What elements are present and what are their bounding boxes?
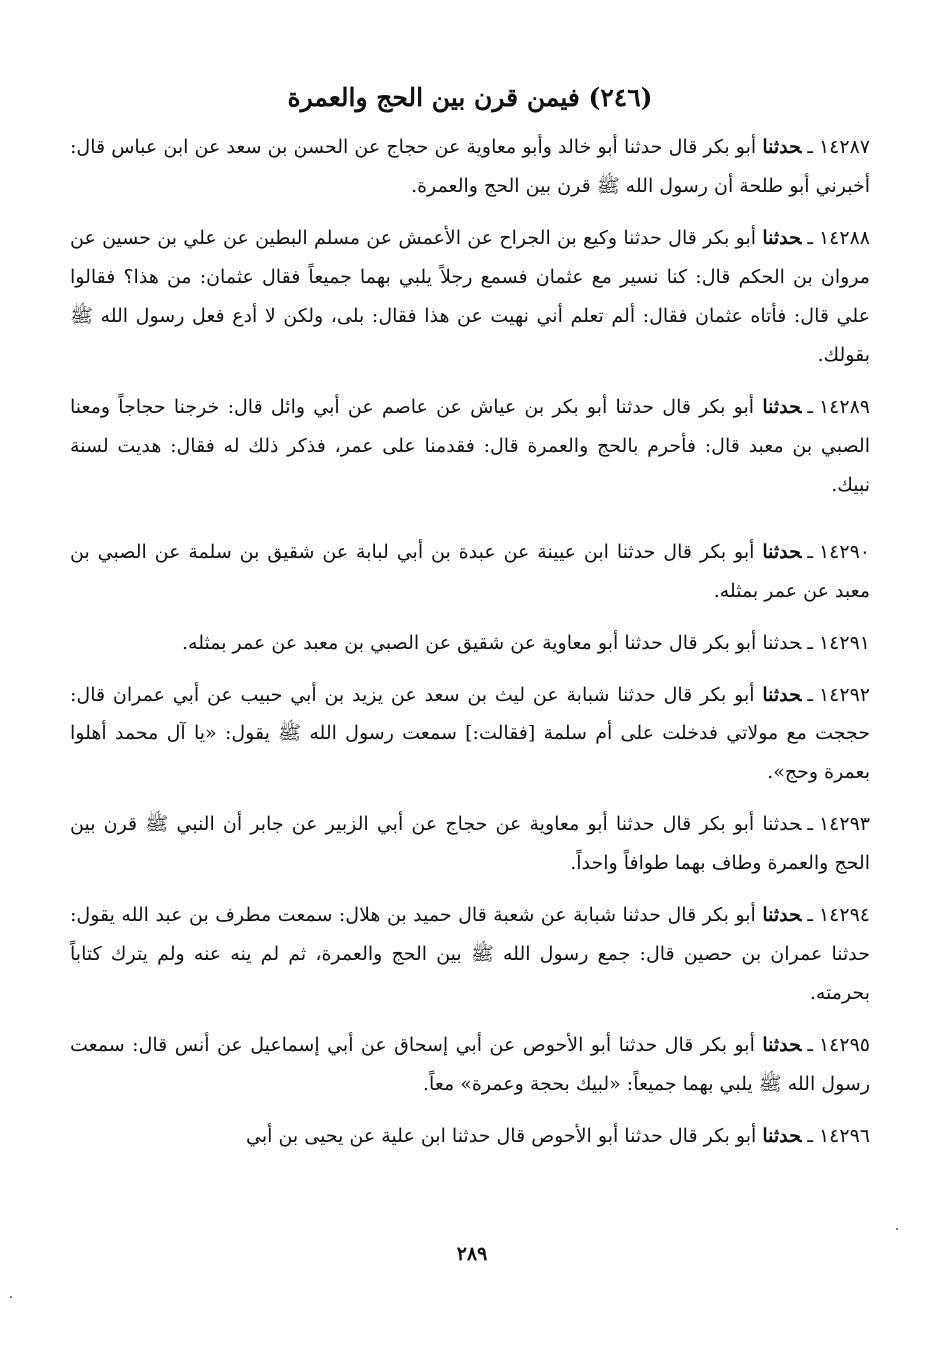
hadith-entry [70, 219, 870, 375]
hadith-entry [70, 805, 870, 883]
chapter-title: (٢٤٦) فيمن قرن بين الحج والعمرة [287, 83, 653, 112]
dash: ـ [807, 904, 813, 927]
hadith-number: ١٤٢٩٥ [818, 1034, 870, 1056]
hadith-text: أبو بكر قال حدثنا أبو بكر بن عياش عن عاصم عن أبي وائل قال: خرجنا حجاجاً ومعنا الصبي بن معبد قال: فأحرم بالحج والعمرة قال: فقدمنا على عمر، فذكر ذلك له فقال: هديت لسنة نبيك. [70, 395, 870, 496]
book-page [70, 80, 870, 1310]
hadith-entry [70, 1026, 870, 1104]
hadith-text: أبو بكر قال حدثنا أبو الأحوص قال حدثنا ابن علية عن يحيى بن أبي [246, 1124, 757, 1147]
hadith-opening: حدثنا [762, 136, 802, 159]
page-number: ٢٨٩ [456, 1243, 488, 1265]
dash: ـ [807, 227, 813, 250]
scan-speck [10, 1296, 12, 1298]
hadith-entry [70, 1117, 870, 1156]
hadith-text: أبو بكر قال حدثنا ابن عيينة عن عبدة بن أبي لبابة عن شقيق بن سلمة عن الصبي بن معبد عن عمر بمثله. [70, 540, 870, 602]
hadith-entry [70, 896, 870, 1013]
hadith-number: ١٤٢٨٨ [818, 227, 870, 250]
hadith-number: ١٤٢٩٣ [818, 813, 870, 836]
hadith-opening: حدثنا [762, 227, 802, 250]
hadith-opening: حدثنا [762, 1034, 802, 1056]
dash: ـ [807, 813, 813, 836]
hadith-opening: حدثنا [762, 683, 802, 706]
hadith-entry [70, 533, 870, 611]
hadith-opening: حدثنا [762, 540, 802, 563]
dash: ـ [807, 1124, 813, 1147]
hadith-number: ١٤٢٩١ [818, 631, 870, 654]
hadith-entry [70, 388, 870, 505]
hadith-entry [70, 676, 870, 793]
hadith-text: حدثنا أبو بكر قال حدثنا أبو معاوية عن شقيق عن الصبي بن معبد عن عمر بمثله. [181, 631, 802, 654]
hadith-opening: حدثنا [762, 1124, 802, 1147]
hadith-number: ١٤٢٩٦ [818, 1124, 870, 1147]
hadith-number: ١٤٢٨٩ [818, 395, 870, 418]
hadith-number: ١٤٢٩٤ [818, 904, 870, 927]
hadith-opening: حدثنا [762, 904, 802, 927]
hadith-text: أبو بكر قال حدثنا أبو الأحوص عن أبي إسحاق عن أبي إسماعيل عن أنس قال: سمعت رسول الله ﷺ يلبي بهما جميعاً: «لبيك بحجة وعمرة» معاً. [70, 1034, 870, 1095]
dash: ـ [807, 683, 813, 706]
dash: ـ [807, 631, 813, 654]
hadith-entry [70, 624, 870, 663]
dash: ـ [807, 540, 813, 563]
hadith-number: ١٤٢٨٧ [818, 136, 870, 159]
dash: ـ [807, 136, 813, 159]
hadith-text: أبو بكر قال حدثنا وكيع بن الجراح عن الأعمش عن مسلم البطين عن علي بن حسين عن مروان بن الحكم قال: كنا نسير مع عثمان فسمع رجلاً يلبي بهما جميعاً فقال عثمان: من هذا؟ فقالوا علي قال: فأتاه عثمان فقال: ألم تعلم أني نهيت عن هذا فقال: بلى، ولكن لا أدع فعل رسول الله ﷺ بقولك. [70, 227, 870, 366]
scan-speck [896, 1228, 898, 1230]
hadith-number: ١٤٢٩٢ [818, 683, 870, 706]
hadith-number: ١٤٢٩٠ [818, 540, 870, 563]
hadith-text: أبو بكر قال حدثنا شبابة عن شعبة قال حميد بن هلال: سمعت مطرف بن عبد الله يقول: حدثنا عمران بن حصين قال: جمع رسول الله ﷺ بين الحج والعمرة، ثم لم ينه عنه ولم يترك كتاباً بحرمته. [70, 904, 870, 1005]
dash: ـ [807, 1034, 813, 1056]
dash: ـ [807, 395, 813, 418]
hadith-opening: حدثنا [762, 395, 802, 418]
hadith-text: أبو بكر قال حدثنا شبابة عن ليث بن سعد عن يزيد بن أبي حبيب عن أبي عمران قال: حججت مع مولاتي فدخلت على أم سلمة [فقالت:] سمعت رسول الله ﷺ يقول: «يا آل محمد أهلوا بعمرة وحج». [70, 683, 870, 784]
hadith-text: أبو بكر قال حدثنا أبو خالد وأبو معاوية عن حجاج عن الحسن بن سعد عن ابن عباس قال: أخبرني أبو طلحة أن رسول الله ﷺ قرن بين الحج والعمرة. [70, 136, 870, 198]
hadith-text: حدثنا أبو بكر قال حدثنا أبو معاوية عن حجاج عن أبي الزبير عن جابر أن النبي ﷺ قرن بين الحج والعمرة وطاف بهما طوافاً واحداً. [70, 813, 870, 875]
hadith-entry [70, 128, 870, 206]
